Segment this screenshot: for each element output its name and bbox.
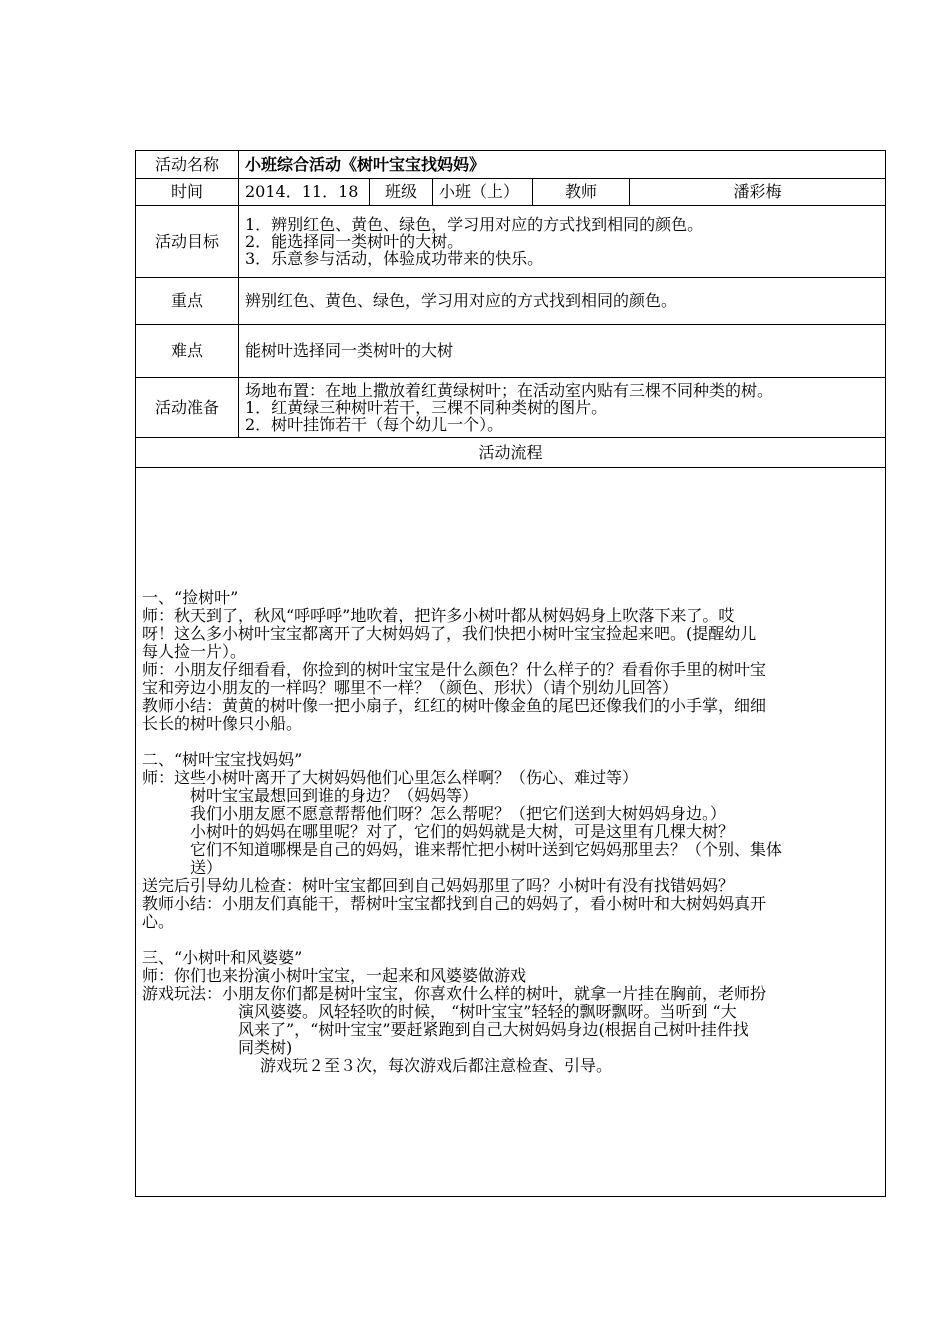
- preparation-list: [239, 378, 886, 438]
- goal-item: 3．乐意参与活动，体验成功带来的快乐。: [245, 249, 544, 268]
- flow-line: 游戏玩２至３次，每次游戏后都注意检查、引导。: [260, 1056, 613, 1075]
- flow-line: 呀！这么多小树叶宝宝都离开了大树妈妈了，我们快把小树叶宝宝捡起来吧。(提醒幼儿: [142, 624, 757, 643]
- flow-line: 它们不知道哪棵是自己的妈妈，谁来帮忙把小树叶送到它妈妈那里去？（个别、集体: [190, 840, 783, 859]
- flow-line: 同类树): [238, 1038, 293, 1057]
- activity-name-label: 活动名称: [136, 151, 239, 179]
- lesson-plan-table: [135, 150, 886, 1197]
- flow-line: 送完后引导幼儿检查：树叶宝宝都回到自己妈妈那里了吗？小树叶有没有找错妈妈？: [142, 876, 735, 895]
- key-point-text: 辨别红色、黄色、绿色，学习用对应的方式找到相同的颜色。: [239, 278, 886, 325]
- preparation-label: 活动准备: [136, 378, 239, 438]
- difficulty-row: [136, 325, 886, 378]
- flow-line: 师：秋天到了，秋风“呼呼呼”地吹着，把许多小树叶都从树妈妈身上吹落下来了。哎: [142, 606, 735, 625]
- flow-line: 一、“捡树叶”: [142, 588, 239, 607]
- flow-line: 二、“树叶宝宝找妈妈”: [142, 750, 303, 769]
- preparation-item: 2．树叶挂饰若干（每个幼儿一个）。: [245, 415, 504, 434]
- teacher-value: 潘彩梅: [630, 179, 886, 206]
- flow-line: 小树叶的妈妈在哪里呢？对了，它们的妈妈就是大树，可是这里有几棵大树？: [190, 822, 735, 841]
- time-label: 时间: [136, 179, 239, 206]
- class-label: 班级: [370, 179, 433, 206]
- teacher-label: 教师: [533, 179, 630, 206]
- flow-line: 每人捡一片）。: [142, 642, 247, 661]
- flow-line: 游戏玩法：小朋友你们都是树叶宝宝，你喜欢什么样的树叶，就拿一片挂在胸前，老师扮: [142, 984, 767, 1003]
- flow-line: 演风婆婆。风轻轻吹的时候， “树叶宝宝”轻轻的飘呀飘呀。当听到 “大: [238, 1002, 737, 1021]
- flow-blank-line: [142, 733, 879, 751]
- flow-content: [136, 468, 886, 1197]
- time-row: [136, 179, 886, 206]
- flow-line: 师：你们也来扮演小树叶宝宝，一起来和风婆婆做游戏: [142, 966, 527, 985]
- flow-line: 我们小朋友愿不愿意帮帮他们呀？怎么帮呢？（把它们送到大树妈妈身边。）: [190, 804, 727, 823]
- flow-header: 活动流程: [136, 438, 886, 468]
- flow-line: 师：小朋友仔细看看，你捡到的树叶宝宝是什么颜色？什么样子的？看看你手里的树叶宝: [142, 660, 767, 679]
- preparation-item: 场地布置：在地上撒放着红黄绿树叶；在活动室内贴有三棵不同种类的树。: [245, 381, 774, 400]
- goal-item: 1．辨别红色、黄色、绿色，学习用对应的方式找到相同的颜色。: [245, 215, 704, 234]
- class-value: 小班（上）: [433, 179, 533, 206]
- flow-row: [136, 468, 886, 1197]
- flow-line: 教师小结：黄黄的树叶像一把小扇子，红红的树叶像金鱼的尾巴还像我们的小手掌，细细: [142, 696, 767, 715]
- flow-line: 宝和旁边小朋友的一样吗？哪里不一样？（颜色、形状）（请个别幼儿回答）: [142, 678, 679, 697]
- goals-list: [239, 206, 886, 278]
- activity-name-value: 小班综合活动《树叶宝宝找妈妈》: [239, 151, 886, 179]
- time-value: 2014．11．18: [239, 179, 370, 206]
- goals-row: [136, 206, 886, 278]
- difficulty-label: 难点: [136, 325, 239, 378]
- key-point-label: 重点: [136, 278, 239, 325]
- flow-line: 师：这些小树叶离开了大树妈妈他们心里怎么样啊？（伤心、难过等）: [142, 768, 639, 787]
- difficulty-text: 能树叶选择同一类树叶的大树: [239, 325, 886, 378]
- flow-line: 教师小结：小朋友们真能干，帮树叶宝宝都找到自己的妈妈了，看小树叶和大树妈妈真开: [142, 894, 767, 913]
- flow-line: 长长的树叶像只小船。: [142, 714, 303, 733]
- preparation-item: 1．红黄绿三种树叶若干，三棵不同种类树的图片。: [245, 398, 608, 417]
- goals-label: 活动目标: [136, 206, 239, 278]
- flow-line: 送）: [190, 858, 223, 877]
- flow-line: 树叶宝宝最想回到谁的身边？（妈妈等）: [190, 786, 479, 805]
- goal-item: 2．能选择同一类树叶的大树。: [245, 232, 464, 251]
- flow-header-row: [136, 438, 886, 468]
- activity-name-row: [136, 151, 886, 179]
- preparation-row: [136, 378, 886, 438]
- flow-blank-line: [142, 931, 879, 949]
- flow-line: 风来了”，“树叶宝宝”要赶紧跑到自己大树妈妈身边(根据自己树叶挂件找: [238, 1020, 749, 1039]
- key-point-row: [136, 278, 886, 325]
- flow-line: 心。: [142, 912, 175, 931]
- flow-line: 三、“小树叶和风婆婆”: [142, 948, 303, 967]
